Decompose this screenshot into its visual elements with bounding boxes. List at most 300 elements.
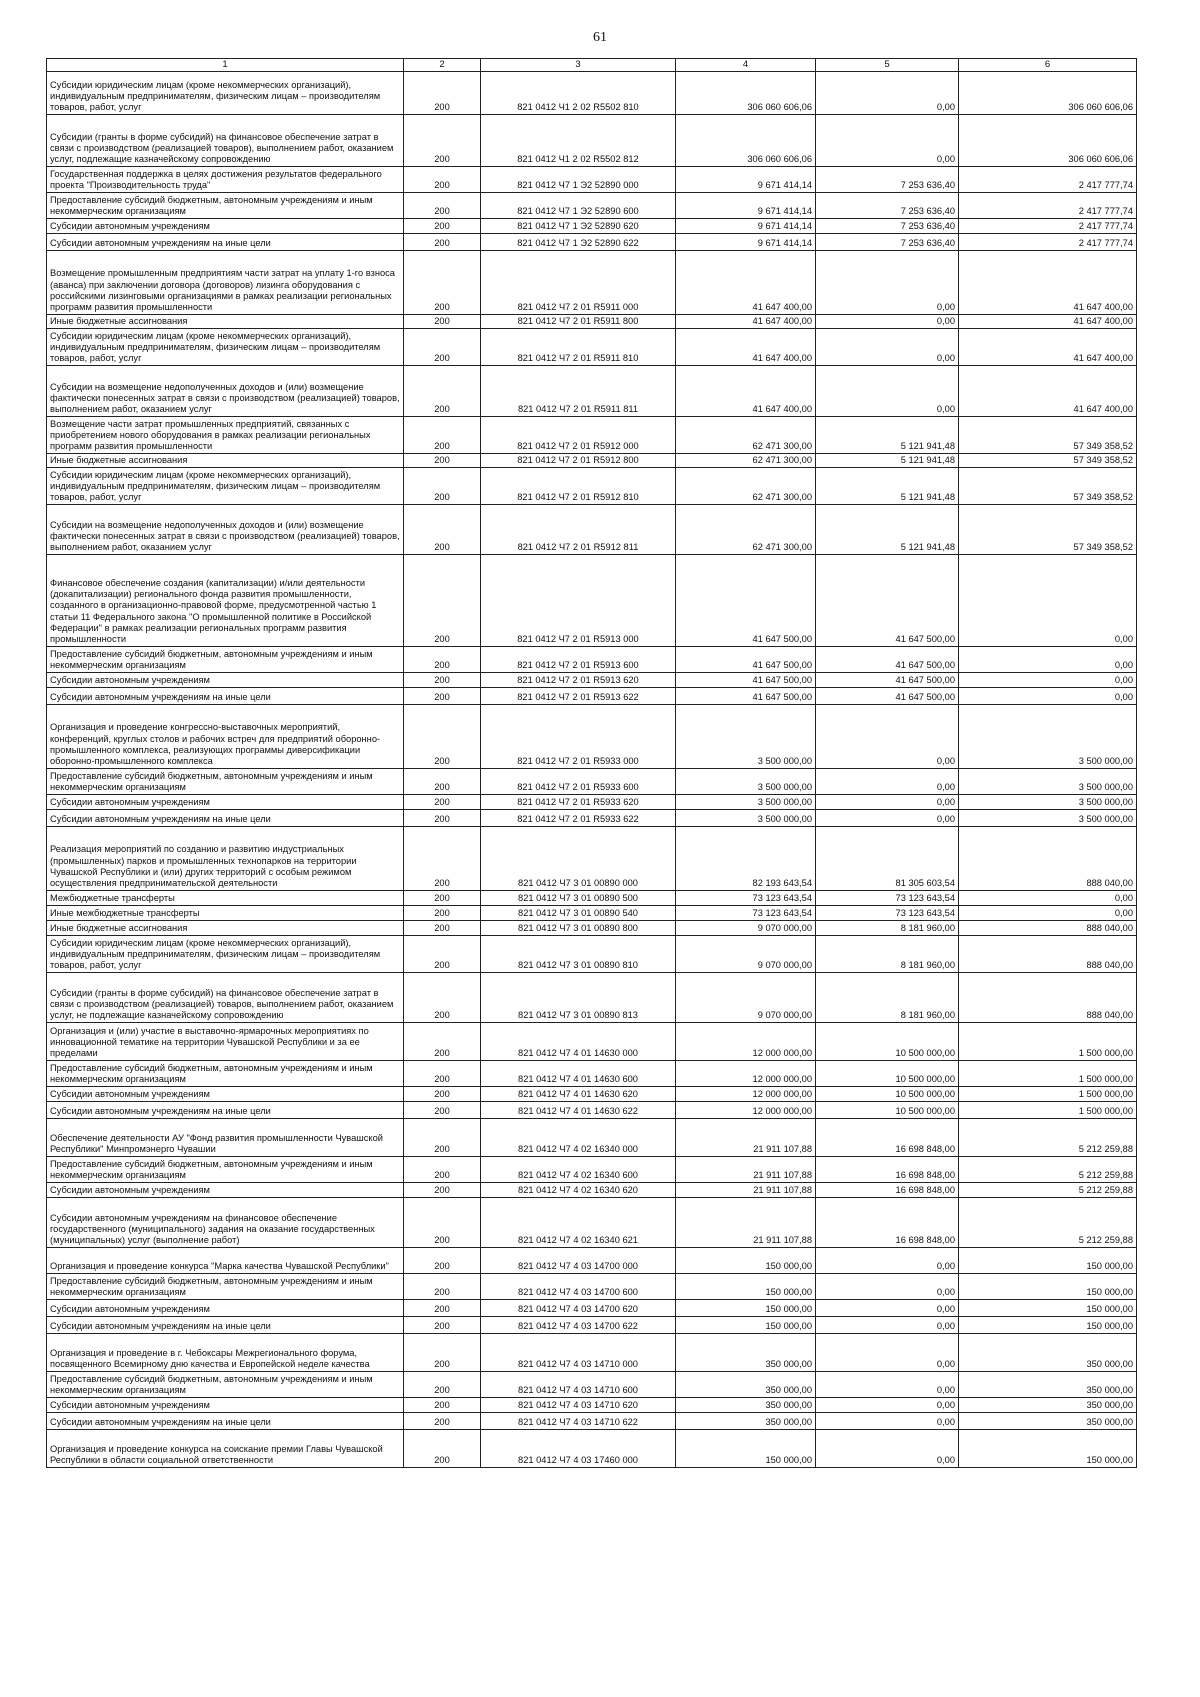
row-budget-code: 821 0412 Ч7 4 02 16340 620 — [481, 1182, 676, 1197]
row-name: Предоставление субсидий бюджетным, автономным учреждениям и иным некоммерческим организациям — [47, 1156, 404, 1182]
row-plan-amount: 62 471 300,00 — [676, 416, 816, 453]
row-name: Субсидии автономным учреждениям на финансовое обеспечение государственного (муниципального) задания на оказание государственных (муниципальных) услуг (выполнение работ) — [47, 1197, 404, 1247]
row-admin-code: 200 — [404, 920, 481, 935]
row-plan-amount: 3 500 000,00 — [676, 704, 816, 768]
row-remaining-amount: 150 000,00 — [959, 1273, 1137, 1299]
row-admin-code: 200 — [404, 1086, 481, 1101]
column-header-3: 3 — [481, 59, 676, 72]
row-executed-amount: 7 253 636,40 — [816, 192, 959, 218]
table-row — [47, 453, 1137, 467]
row-remaining-amount: 3 500 000,00 — [959, 809, 1137, 826]
table-row — [47, 1299, 1137, 1316]
row-plan-amount: 62 471 300,00 — [676, 467, 816, 504]
row-budget-code: 821 0412 Ч7 4 02 16340 000 — [481, 1118, 676, 1156]
row-name: Субсидии автономным учреждениям на иные цели — [47, 809, 404, 826]
row-remaining-amount: 0,00 — [959, 554, 1137, 646]
row-name: Реализация мероприятий по созданию и развитию индустриальных (промышленных) парков и промышленных технопарков на территории Чувашской Республики и (или) других территорий с особым режимом осуществления предпринимательской деятельности — [47, 826, 404, 890]
row-remaining-amount: 1 500 000,00 — [959, 1060, 1137, 1086]
row-budget-code: 821 0412 Ч7 4 01 14630 622 — [481, 1101, 676, 1118]
row-budget-code: 821 0412 Ч7 4 03 14710 000 — [481, 1333, 676, 1371]
row-plan-amount: 9 671 414,14 — [676, 233, 816, 250]
row-budget-code: 821 0412 Ч7 1 Э2 52890 000 — [481, 166, 676, 192]
row-budget-code: 821 0412 Ч7 3 01 00890 800 — [481, 920, 676, 935]
row-name: Субсидии автономным учреждениям — [47, 218, 404, 233]
row-budget-code: 821 0412 Ч7 4 03 14710 622 — [481, 1412, 676, 1429]
row-executed-amount: 5 121 941,48 — [816, 416, 959, 453]
row-admin-code: 200 — [404, 1101, 481, 1118]
row-budget-code: 821 0412 Ч7 4 01 14630 620 — [481, 1086, 676, 1101]
row-executed-amount: 0,00 — [816, 1371, 959, 1397]
row-admin-code: 200 — [404, 1182, 481, 1197]
row-admin-code: 200 — [404, 166, 481, 192]
row-plan-amount: 12 000 000,00 — [676, 1022, 816, 1060]
row-admin-code: 200 — [404, 972, 481, 1022]
row-admin-code: 200 — [404, 809, 481, 826]
row-budget-code: 821 0412 Ч7 4 03 14710 600 — [481, 1371, 676, 1397]
row-remaining-amount: 2 417 777,74 — [959, 192, 1137, 218]
row-plan-amount: 150 000,00 — [676, 1299, 816, 1316]
row-executed-amount: 10 500 000,00 — [816, 1101, 959, 1118]
row-remaining-amount: 150 000,00 — [959, 1299, 1137, 1316]
row-admin-code: 200 — [404, 935, 481, 972]
row-admin-code: 200 — [404, 504, 481, 554]
row-name: Предоставление субсидий бюджетным, автономным учреждениям и иным некоммерческим организациям — [47, 768, 404, 794]
row-admin-code: 200 — [404, 1371, 481, 1397]
table-row — [47, 768, 1137, 794]
table-row — [47, 1397, 1137, 1412]
row-admin-code: 200 — [404, 1333, 481, 1371]
row-name: Иные бюджетные ассигнования — [47, 920, 404, 935]
table-row — [47, 416, 1137, 453]
row-budget-code: 821 0412 Ч7 2 01 R5933 622 — [481, 809, 676, 826]
row-admin-code: 200 — [404, 416, 481, 453]
row-name: Субсидии на возмещение недополученных доходов и (или) возмещение фактически понесенных затрат в связи с производством (реализацией) товаров, выполнением работ, оказанием услуг — [47, 365, 404, 416]
row-remaining-amount: 41 647 400,00 — [959, 328, 1137, 365]
table-row — [47, 1118, 1137, 1156]
table-row — [47, 233, 1137, 250]
row-name: Возмещение части затрат промышленных предприятий, связанных с приобретением нового оборудования в рамках реализации региональных программ развития промышленности — [47, 416, 404, 453]
row-budget-code: 821 0412 Ч1 2 02 R5502 810 — [481, 71, 676, 114]
row-executed-amount: 41 647 500,00 — [816, 554, 959, 646]
row-remaining-amount: 0,00 — [959, 890, 1137, 905]
row-executed-amount: 7 253 636,40 — [816, 166, 959, 192]
row-name: Субсидии автономным учреждениям — [47, 1397, 404, 1412]
row-admin-code: 200 — [404, 365, 481, 416]
table-row — [47, 1429, 1137, 1467]
column-number-row — [47, 59, 1137, 72]
row-admin-code: 200 — [404, 453, 481, 467]
row-name: Субсидии автономным учреждениям — [47, 672, 404, 687]
row-budget-code: 821 0412 Ч7 2 01 R5912 800 — [481, 453, 676, 467]
row-name: Иные бюджетные ассигнования — [47, 314, 404, 328]
row-budget-code: 821 0412 Ч7 3 01 00890 540 — [481, 905, 676, 920]
row-remaining-amount: 306 060 606,06 — [959, 71, 1137, 114]
row-executed-amount: 16 698 848,00 — [816, 1197, 959, 1247]
row-remaining-amount: 1 500 000,00 — [959, 1022, 1137, 1060]
table-row — [47, 1197, 1137, 1247]
row-budget-code: 821 0412 Ч7 2 01 R5933 620 — [481, 794, 676, 809]
row-admin-code: 200 — [404, 794, 481, 809]
row-name: Субсидии автономным учреждениям на иные цели — [47, 1316, 404, 1333]
row-name: Субсидии автономным учреждениям — [47, 1182, 404, 1197]
row-name: Организация и проведение конкурса на соискание премии Главы Чувашской Республики в области социальной ответственности — [47, 1429, 404, 1467]
row-plan-amount: 41 647 500,00 — [676, 672, 816, 687]
row-admin-code: 200 — [404, 1299, 481, 1316]
row-name: Иные бюджетные ассигнования — [47, 453, 404, 467]
row-name: Предоставление субсидий бюджетным, автономным учреждениям и иным некоммерческим организациям — [47, 1371, 404, 1397]
row-budget-code: 821 0412 Ч7 1 Э2 52890 620 — [481, 218, 676, 233]
row-plan-amount: 150 000,00 — [676, 1247, 816, 1273]
row-admin-code: 200 — [404, 905, 481, 920]
row-executed-amount: 0,00 — [816, 250, 959, 314]
row-executed-amount: 0,00 — [816, 328, 959, 365]
row-plan-amount: 41 647 400,00 — [676, 365, 816, 416]
row-plan-amount: 82 193 643,54 — [676, 826, 816, 890]
table-row — [47, 314, 1137, 328]
row-admin-code: 200 — [404, 114, 481, 166]
row-executed-amount: 73 123 643,54 — [816, 890, 959, 905]
row-admin-code: 200 — [404, 250, 481, 314]
row-budget-code: 821 0412 Ч7 4 03 14700 600 — [481, 1273, 676, 1299]
row-remaining-amount: 350 000,00 — [959, 1371, 1137, 1397]
row-admin-code: 200 — [404, 218, 481, 233]
row-plan-amount: 9 070 000,00 — [676, 920, 816, 935]
row-plan-amount: 41 647 500,00 — [676, 646, 816, 672]
row-plan-amount: 62 471 300,00 — [676, 453, 816, 467]
row-remaining-amount: 2 417 777,74 — [959, 166, 1137, 192]
row-name: Субсидии на возмещение недополученных доходов и (или) возмещение фактически понесенных затрат в связи с производством (реализацией) товаров, выполнением работ, оказанием услуг — [47, 504, 404, 554]
row-name: Организация и (или) участие в выставочно-ярмарочных мероприятиях по инновационной тематике на территории Чувашской Республики и за ее пределами — [47, 1022, 404, 1060]
row-admin-code: 200 — [404, 890, 481, 905]
row-budget-code: 821 0412 Ч7 4 03 14700 000 — [481, 1247, 676, 1273]
table-row — [47, 1060, 1137, 1086]
row-budget-code: 821 0412 Ч7 2 01 R5933 000 — [481, 704, 676, 768]
row-name: Субсидии автономным учреждениям — [47, 1086, 404, 1101]
table-row — [47, 972, 1137, 1022]
row-plan-amount: 350 000,00 — [676, 1397, 816, 1412]
table-row — [47, 71, 1137, 114]
row-name: Субсидии автономным учреждениям на иные цели — [47, 687, 404, 704]
row-budget-code: 821 0412 Ч7 2 01 R5912 811 — [481, 504, 676, 554]
row-remaining-amount: 150 000,00 — [959, 1429, 1137, 1467]
row-budget-code: 821 0412 Ч7 1 Э2 52890 622 — [481, 233, 676, 250]
row-remaining-amount: 888 040,00 — [959, 826, 1137, 890]
row-executed-amount: 5 121 941,48 — [816, 453, 959, 467]
row-budget-code: 821 0412 Ч7 2 01 R5912 810 — [481, 467, 676, 504]
table-row — [47, 1247, 1137, 1273]
row-remaining-amount: 57 349 358,52 — [959, 416, 1137, 453]
row-executed-amount: 0,00 — [816, 1429, 959, 1467]
table-row — [47, 467, 1137, 504]
row-name: Организация и проведение в г. Чебоксары Межрегионального форума, посвященного Всемирному дню качества и Европейской неделе качества — [47, 1333, 404, 1371]
row-admin-code: 200 — [404, 646, 481, 672]
row-executed-amount: 0,00 — [816, 1397, 959, 1412]
row-remaining-amount: 57 349 358,52 — [959, 453, 1137, 467]
table-row — [47, 1022, 1137, 1060]
row-plan-amount: 9 070 000,00 — [676, 935, 816, 972]
row-budget-code: 821 0412 Ч7 2 01 R5911 800 — [481, 314, 676, 328]
row-executed-amount: 16 698 848,00 — [816, 1182, 959, 1197]
row-plan-amount: 9 070 000,00 — [676, 972, 816, 1022]
row-admin-code: 200 — [404, 1118, 481, 1156]
row-executed-amount: 10 500 000,00 — [816, 1022, 959, 1060]
table-row — [47, 1182, 1137, 1197]
row-admin-code: 200 — [404, 1060, 481, 1086]
table-row — [47, 192, 1137, 218]
row-executed-amount: 8 181 960,00 — [816, 972, 959, 1022]
row-remaining-amount: 0,00 — [959, 905, 1137, 920]
table-row — [47, 365, 1137, 416]
row-plan-amount: 41 647 400,00 — [676, 250, 816, 314]
row-executed-amount: 7 253 636,40 — [816, 233, 959, 250]
table-row — [47, 166, 1137, 192]
table-row — [47, 687, 1137, 704]
row-executed-amount: 5 121 941,48 — [816, 504, 959, 554]
row-budget-code: 821 0412 Ч7 4 03 17460 000 — [481, 1429, 676, 1467]
row-budget-code: 821 0412 Ч7 4 02 16340 621 — [481, 1197, 676, 1247]
row-plan-amount: 41 647 500,00 — [676, 554, 816, 646]
row-admin-code: 200 — [404, 1397, 481, 1412]
table-body — [47, 71, 1137, 1467]
row-plan-amount: 350 000,00 — [676, 1412, 816, 1429]
row-admin-code: 200 — [404, 1429, 481, 1467]
row-remaining-amount: 57 349 358,52 — [959, 467, 1137, 504]
row-budget-code: 821 0412 Ч7 2 01 R5913 620 — [481, 672, 676, 687]
row-executed-amount: 0,00 — [816, 704, 959, 768]
row-admin-code: 200 — [404, 314, 481, 328]
row-plan-amount: 306 060 606,06 — [676, 71, 816, 114]
row-plan-amount: 21 911 107,88 — [676, 1197, 816, 1247]
table-row — [47, 826, 1137, 890]
row-name: Субсидии автономным учреждениям — [47, 794, 404, 809]
row-executed-amount: 0,00 — [816, 1273, 959, 1299]
row-executed-amount: 10 500 000,00 — [816, 1060, 959, 1086]
table-row — [47, 1101, 1137, 1118]
row-executed-amount: 41 647 500,00 — [816, 687, 959, 704]
row-executed-amount: 0,00 — [816, 114, 959, 166]
row-executed-amount: 0,00 — [816, 1412, 959, 1429]
column-header-5: 5 — [816, 59, 959, 72]
row-remaining-amount: 150 000,00 — [959, 1316, 1137, 1333]
row-budget-code: 821 0412 Ч7 4 01 14630 000 — [481, 1022, 676, 1060]
row-remaining-amount: 3 500 000,00 — [959, 704, 1137, 768]
budget-execution-table — [46, 58, 1137, 1468]
row-budget-code: 821 0412 Ч7 4 03 14700 622 — [481, 1316, 676, 1333]
row-plan-amount: 41 647 500,00 — [676, 687, 816, 704]
column-header-6: 6 — [959, 59, 1137, 72]
row-admin-code: 200 — [404, 1247, 481, 1273]
row-executed-amount: 0,00 — [816, 809, 959, 826]
row-plan-amount: 21 911 107,88 — [676, 1118, 816, 1156]
row-budget-code: 821 0412 Ч7 2 01 R5933 600 — [481, 768, 676, 794]
row-plan-amount: 73 123 643,54 — [676, 905, 816, 920]
row-name: Субсидии юридическим лицам (кроме некоммерческих организаций), индивидуальным предпринимателям, физическим лицам – производителям товаров, работ, услуг — [47, 71, 404, 114]
row-remaining-amount: 5 212 259,88 — [959, 1118, 1137, 1156]
row-plan-amount: 12 000 000,00 — [676, 1086, 816, 1101]
row-name: Субсидии (гранты в форме субсидий) на финансовое обеспечение затрат в связи с производством (реализацией товаров), выполнением работ, оказанием услуг, подлежащие казначейскому сопровождению — [47, 114, 404, 166]
table-row — [47, 1273, 1137, 1299]
row-budget-code: 821 0412 Ч7 3 01 00890 810 — [481, 935, 676, 972]
row-executed-amount: 0,00 — [816, 71, 959, 114]
row-plan-amount: 150 000,00 — [676, 1429, 816, 1467]
row-executed-amount: 0,00 — [816, 1247, 959, 1273]
row-name: Субсидии автономным учреждениям на иные цели — [47, 1101, 404, 1118]
table-row — [47, 920, 1137, 935]
table-row — [47, 935, 1137, 972]
row-admin-code: 200 — [404, 768, 481, 794]
row-executed-amount: 41 647 500,00 — [816, 646, 959, 672]
row-executed-amount: 73 123 643,54 — [816, 905, 959, 920]
table-row — [47, 1156, 1137, 1182]
table-row — [47, 1316, 1137, 1333]
row-budget-code: 821 0412 Ч7 2 01 R5913 622 — [481, 687, 676, 704]
row-admin-code: 200 — [404, 704, 481, 768]
row-executed-amount: 0,00 — [816, 1316, 959, 1333]
row-remaining-amount: 5 212 259,88 — [959, 1182, 1137, 1197]
row-admin-code: 200 — [404, 328, 481, 365]
row-admin-code: 200 — [404, 687, 481, 704]
row-remaining-amount: 350 000,00 — [959, 1412, 1137, 1429]
row-remaining-amount: 0,00 — [959, 672, 1137, 687]
row-plan-amount: 3 500 000,00 — [676, 794, 816, 809]
row-budget-code: 821 0412 Ч7 1 Э2 52890 600 — [481, 192, 676, 218]
row-remaining-amount: 350 000,00 — [959, 1397, 1137, 1412]
row-admin-code: 200 — [404, 826, 481, 890]
row-budget-code: 821 0412 Ч7 4 03 14700 620 — [481, 1299, 676, 1316]
row-admin-code: 200 — [404, 1273, 481, 1299]
row-plan-amount: 62 471 300,00 — [676, 504, 816, 554]
table-row — [47, 250, 1137, 314]
table-row — [47, 218, 1137, 233]
row-remaining-amount: 0,00 — [959, 646, 1137, 672]
row-name: Организация и проведение конгрессно-выставочных мероприятий, конференций, круглых столов и рабочих встреч для предприятий оборонно-промышленного комплекса, реализующих программы диверсификации оборонно-промышленного комплекса — [47, 704, 404, 768]
row-plan-amount: 3 500 000,00 — [676, 768, 816, 794]
row-remaining-amount: 3 500 000,00 — [959, 794, 1137, 809]
row-executed-amount: 7 253 636,40 — [816, 218, 959, 233]
row-budget-code: 821 0412 Ч7 3 01 00890 813 — [481, 972, 676, 1022]
row-remaining-amount: 57 349 358,52 — [959, 504, 1137, 554]
row-plan-amount: 350 000,00 — [676, 1333, 816, 1371]
row-budget-code: 821 0412 Ч7 2 01 R5912 000 — [481, 416, 676, 453]
row-remaining-amount: 306 060 606,06 — [959, 114, 1137, 166]
row-executed-amount: 10 500 000,00 — [816, 1086, 959, 1101]
row-remaining-amount: 350 000,00 — [959, 1333, 1137, 1371]
table-row — [47, 646, 1137, 672]
row-plan-amount: 3 500 000,00 — [676, 809, 816, 826]
row-remaining-amount: 1 500 000,00 — [959, 1101, 1137, 1118]
row-plan-amount: 12 000 000,00 — [676, 1060, 816, 1086]
row-plan-amount: 12 000 000,00 — [676, 1101, 816, 1118]
table-row — [47, 794, 1137, 809]
row-plan-amount: 41 647 400,00 — [676, 314, 816, 328]
row-plan-amount: 306 060 606,06 — [676, 114, 816, 166]
row-name: Субсидии автономным учреждениям — [47, 1299, 404, 1316]
row-budget-code: 821 0412 Ч7 4 02 16340 600 — [481, 1156, 676, 1182]
row-budget-code: 821 0412 Ч7 2 01 R5911 811 — [481, 365, 676, 416]
row-budget-code: 821 0412 Ч7 3 01 00890 500 — [481, 890, 676, 905]
table-row — [47, 1333, 1137, 1371]
row-name: Обеспечение деятельности АУ "Фонд развития промышленности Чувашской Республики" Минпромэнерго Чувашии — [47, 1118, 404, 1156]
table-row — [47, 328, 1137, 365]
row-remaining-amount: 888 040,00 — [959, 935, 1137, 972]
row-executed-amount: 0,00 — [816, 365, 959, 416]
row-name: Возмещение промышленным предприятиям части затрат на уплату 1-го взноса (аванса) при заключении договора (договоров) лизинга оборудования с российскими лизинговыми организациями в рамках реализации региональных программ развития промышленности — [47, 250, 404, 314]
row-remaining-amount: 1 500 000,00 — [959, 1086, 1137, 1101]
table-row — [47, 1412, 1137, 1429]
table-row — [47, 1086, 1137, 1101]
row-executed-amount: 8 181 960,00 — [816, 920, 959, 935]
column-header-4: 4 — [676, 59, 816, 72]
row-executed-amount: 0,00 — [816, 1333, 959, 1371]
row-name: Предоставление субсидий бюджетным, автономным учреждениям и иным некоммерческим организациям — [47, 1273, 404, 1299]
row-remaining-amount: 888 040,00 — [959, 920, 1137, 935]
row-executed-amount: 0,00 — [816, 794, 959, 809]
table-row — [47, 672, 1137, 687]
row-remaining-amount: 5 212 259,88 — [959, 1197, 1137, 1247]
row-name: Межбюджетные трансферты — [47, 890, 404, 905]
row-executed-amount: 16 698 848,00 — [816, 1156, 959, 1182]
table-row — [47, 890, 1137, 905]
row-name: Субсидии автономным учреждениям на иные цели — [47, 1412, 404, 1429]
row-name: Предоставление субсидий бюджетным, автономным учреждениям и иным некоммерческим организациям — [47, 192, 404, 218]
row-remaining-amount: 150 000,00 — [959, 1247, 1137, 1273]
row-admin-code: 200 — [404, 71, 481, 114]
table-row — [47, 1371, 1137, 1397]
row-admin-code: 200 — [404, 1156, 481, 1182]
row-admin-code: 200 — [404, 467, 481, 504]
row-plan-amount: 21 911 107,88 — [676, 1156, 816, 1182]
row-plan-amount: 21 911 107,88 — [676, 1182, 816, 1197]
table-row — [47, 905, 1137, 920]
row-plan-amount: 41 647 400,00 — [676, 328, 816, 365]
row-admin-code: 200 — [404, 672, 481, 687]
row-admin-code: 200 — [404, 1412, 481, 1429]
row-admin-code: 200 — [404, 1197, 481, 1247]
row-budget-code: 821 0412 Ч1 2 02 R5502 812 — [481, 114, 676, 166]
row-executed-amount: 81 305 603,54 — [816, 826, 959, 890]
row-admin-code: 200 — [404, 1316, 481, 1333]
row-name: Субсидии (гранты в форме субсидий) на финансовое обеспечение затрат в связи с производством (реализацией) товаров, выполнением работ, оказанием услуг, не подлежащие казначейскому сопровождению — [47, 972, 404, 1022]
row-remaining-amount: 0,00 — [959, 687, 1137, 704]
row-plan-amount: 350 000,00 — [676, 1371, 816, 1397]
row-remaining-amount: 41 647 400,00 — [959, 314, 1137, 328]
row-name: Предоставление субсидий бюджетным, автономным учреждениям и иным некоммерческим организациям — [47, 1060, 404, 1086]
row-plan-amount: 9 671 414,14 — [676, 192, 816, 218]
row-plan-amount: 9 671 414,14 — [676, 166, 816, 192]
row-budget-code: 821 0412 Ч7 2 01 R5911 000 — [481, 250, 676, 314]
table-row — [47, 504, 1137, 554]
row-executed-amount: 0,00 — [816, 314, 959, 328]
table-row — [47, 704, 1137, 768]
row-remaining-amount: 888 040,00 — [959, 972, 1137, 1022]
row-name: Финансовое обеспечение создания (капитализации) и/или деятельности (докапитализации) регионального фонда развития промышленности, созданного в организационно-правовой форме, предусмотренной частью 1 статьи 11 Федерального закона "О промышленной политике в Российской Федерации" в рамках реализации региональных программ развития промышленности — [47, 554, 404, 646]
row-executed-amount: 41 647 500,00 — [816, 672, 959, 687]
row-executed-amount: 8 181 960,00 — [816, 935, 959, 972]
row-plan-amount: 150 000,00 — [676, 1316, 816, 1333]
column-header-1: 1 — [47, 59, 404, 72]
row-plan-amount: 9 671 414,14 — [676, 218, 816, 233]
row-name: Государственная поддержка в целях достижения результатов федерального проекта "Производительность труда" — [47, 166, 404, 192]
row-plan-amount: 150 000,00 — [676, 1273, 816, 1299]
row-admin-code: 200 — [404, 233, 481, 250]
row-budget-code: 821 0412 Ч7 4 01 14630 600 — [481, 1060, 676, 1086]
row-name: Субсидии автономным учреждениям на иные цели — [47, 233, 404, 250]
column-header-2: 2 — [404, 59, 481, 72]
row-executed-amount: 0,00 — [816, 1299, 959, 1316]
table-row — [47, 114, 1137, 166]
row-budget-code: 821 0412 Ч7 4 03 14710 620 — [481, 1397, 676, 1412]
row-executed-amount: 5 121 941,48 — [816, 467, 959, 504]
